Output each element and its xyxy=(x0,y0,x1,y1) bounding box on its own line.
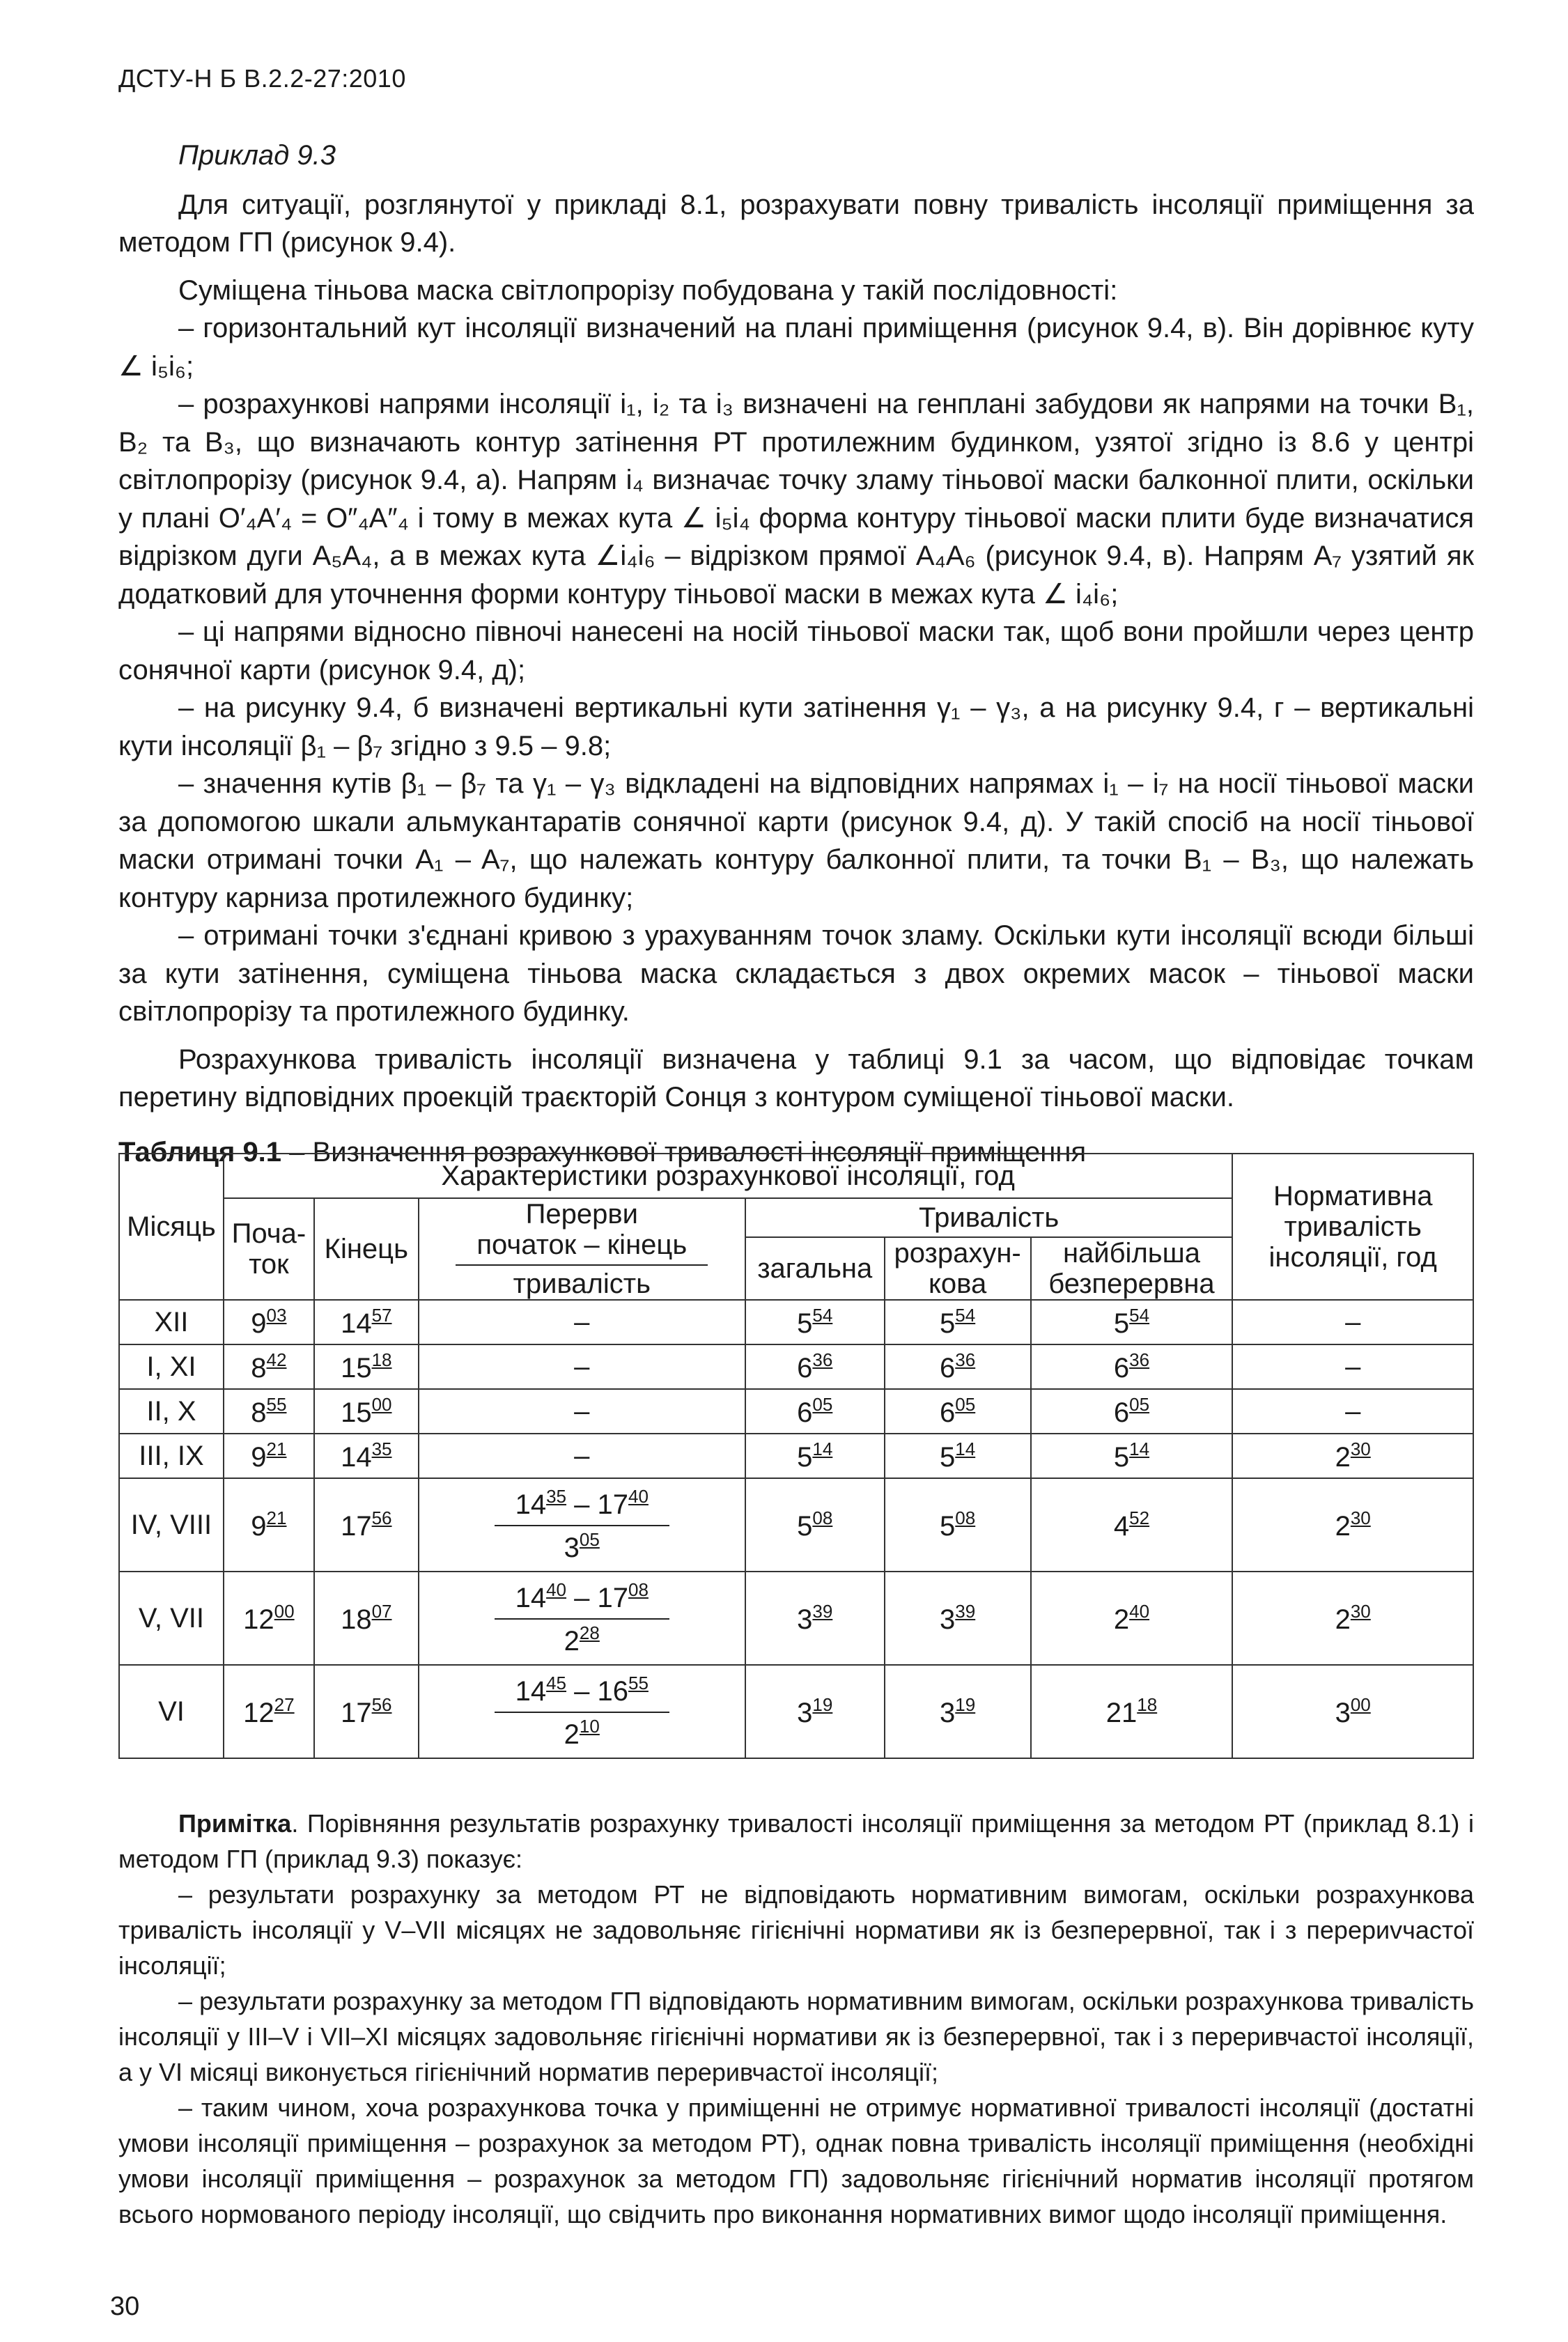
break-start-hours: 14 xyxy=(515,1583,547,1613)
cell-total-hours: 5 xyxy=(797,1308,813,1339)
notes-section xyxy=(118,1806,1474,2232)
cell-end-hours: 14 xyxy=(341,1308,372,1339)
cell-start-hours: 8 xyxy=(251,1397,267,1428)
paragraph-6: – на рисунку 9.4, б визначені вертикальні кути затінення γ₁ – γ₃, а на рисунку 9.4, г – вертикальні кути інсоляції β₁ – β₇ згідно з 9.5 – 9.8; xyxy=(118,692,1474,761)
cell-calc-hours: 5 xyxy=(940,1308,956,1339)
cell-norm: – xyxy=(1232,1344,1473,1389)
cell-start xyxy=(224,1300,314,1344)
header-calc-l1: розрахун- xyxy=(894,1238,1021,1269)
header-breaks-title: Перерви xyxy=(525,1199,638,1230)
cell-breaks: – xyxy=(419,1434,745,1478)
cell-longest-minutes: 05 xyxy=(1129,1394,1150,1415)
cell-longest-minutes: 40 xyxy=(1129,1601,1150,1622)
header-longest-l2: безперервна xyxy=(1048,1269,1215,1299)
header-breaks xyxy=(419,1198,745,1300)
cell-longest-hours: 6 xyxy=(1113,1353,1130,1383)
cell-start-minutes: 21 xyxy=(266,1507,287,1528)
cell-calc-minutes: 05 xyxy=(955,1394,976,1415)
cell-total-hours: 5 xyxy=(797,1511,813,1542)
cell-calc-minutes: 14 xyxy=(955,1438,976,1459)
cell-total xyxy=(745,1344,885,1389)
cell-calc xyxy=(885,1344,1031,1389)
cell-total xyxy=(745,1665,885,1758)
break-duration-hours: 3 xyxy=(564,1533,580,1563)
break-duration-minutes: 28 xyxy=(579,1622,600,1643)
cell-start xyxy=(224,1665,314,1758)
cell-calc-hours: 3 xyxy=(940,1698,956,1728)
cell-norm-minutes: 00 xyxy=(1350,1694,1371,1715)
break-dash: – xyxy=(566,1583,598,1613)
cell-month: IV, VIII xyxy=(119,1478,224,1572)
cell-norm xyxy=(1232,1478,1473,1572)
break-duration-hours: 2 xyxy=(564,1719,580,1750)
cell-end-hours: 18 xyxy=(341,1604,372,1635)
cell-total xyxy=(745,1572,885,1665)
note-3: – таким чином, хоча розрахункова точка у приміщенні не отримує нормативної тривалості інсоляції (достатні умови інсоляції приміщення – розрахунок за методом РТ), однак повна тривалість інсоляції приміщення (необхідні умови інсоляції приміщення – розрахунок за методом ГП) задовольняє гігієнічний норматив інсоляції протягом всього нормованого періоду інсоляції, що свідчить про виконання нормативних вимог щодо інсоляції приміщення. xyxy=(118,2093,1474,2228)
table-row xyxy=(119,1478,1473,1572)
cell-longest-hours: 2 xyxy=(1113,1604,1130,1635)
cell-end-hours: 15 xyxy=(341,1397,372,1428)
cell-start-hours: 12 xyxy=(243,1698,274,1728)
break-dash: – xyxy=(566,1489,598,1520)
header-norm-l2: тривалість xyxy=(1284,1211,1422,1242)
cell-longest xyxy=(1031,1300,1233,1344)
insolation-table xyxy=(118,1153,1474,1759)
header-characteristics: Характеристики розрахункової інсоляції, год xyxy=(224,1154,1232,1198)
note-intro-text: . Порівняння результатів розрахунку тривалості інсоляції приміщення за методом РТ (приклад 8.1) і методом ГП (приклад 9.3) показує: xyxy=(118,1809,1474,1873)
cell-start xyxy=(224,1572,314,1665)
cell-month: I, XI xyxy=(119,1344,224,1389)
cell-norm-minutes: 30 xyxy=(1350,1438,1371,1459)
cell-end xyxy=(314,1572,419,1665)
cell-norm-minutes: 30 xyxy=(1350,1507,1371,1528)
header-breaks-fraction xyxy=(456,1230,708,1299)
header-duration: Тривалість xyxy=(745,1198,1233,1237)
document-header: ДСТУ-Н Б В.2.2-27:2010 xyxy=(118,64,406,93)
break-end-hours: 17 xyxy=(597,1489,628,1520)
cell-end-hours: 14 xyxy=(341,1442,372,1473)
cell-total-minutes: 39 xyxy=(812,1601,833,1622)
cell-longest xyxy=(1031,1478,1233,1572)
cell-longest xyxy=(1031,1434,1233,1478)
cell-month: V, VII xyxy=(119,1572,224,1665)
breaks-fraction xyxy=(495,1486,669,1564)
break-end-hours: 16 xyxy=(597,1676,628,1707)
break-start-minutes: 35 xyxy=(546,1486,567,1507)
cell-norm: – xyxy=(1232,1389,1473,1434)
break-start-minutes: 45 xyxy=(546,1673,567,1693)
cell-end-minutes: 56 xyxy=(371,1694,392,1715)
break-start-hours: 14 xyxy=(515,1676,547,1707)
cell-start-minutes: 27 xyxy=(274,1694,295,1715)
cell-start-hours: 12 xyxy=(243,1604,274,1635)
cell-start-minutes: 21 xyxy=(266,1438,287,1459)
cell-calc xyxy=(885,1300,1031,1344)
breaks-interval xyxy=(495,1673,669,1713)
cell-norm-hours: 2 xyxy=(1335,1604,1351,1635)
note-label: Примітка xyxy=(178,1809,292,1838)
table-row xyxy=(119,1300,1473,1344)
header-norm-l1: Нормативна xyxy=(1273,1181,1433,1211)
note-2: – результати розрахунку за методом ГП відповідають нормативним вимогам, оскільки розрахункова тривалість інсоляції у III–V і VII–XI місяцях задовольняє гігієнічні нормативи як із безперервної, так і з переривчастої інсоляції, а у VI місяці виконується гігієнічний норматив переривчастої інсоляції; xyxy=(118,1987,1474,2086)
cell-longest-minutes: 36 xyxy=(1129,1349,1150,1370)
cell-norm xyxy=(1232,1572,1473,1665)
cell-start-hours: 9 xyxy=(251,1308,267,1339)
cell-longest-hours: 4 xyxy=(1113,1511,1130,1542)
page-number: 30 xyxy=(110,2292,140,2321)
cell-longest-hours: 5 xyxy=(1113,1442,1130,1473)
cell-end-minutes: 35 xyxy=(371,1438,392,1459)
cell-longest-hours: 21 xyxy=(1105,1698,1138,1728)
table-caption-label: Таблиця 9.1 xyxy=(118,1136,282,1168)
cell-total-minutes: 54 xyxy=(812,1305,833,1326)
cell-end xyxy=(314,1665,419,1758)
note-1: – результати розрахунку за методом РТ не відповідають нормативним вимогам, оскільки розрахункова тривалість інсоляції у V–VII місяцях не задовольняє гігієнічні нормативи як із безперервної, так і з перериvчастої інсоляції; xyxy=(118,1880,1474,1980)
cell-calc-hours: 5 xyxy=(940,1511,956,1542)
cell-calc-minutes: 08 xyxy=(955,1507,976,1528)
cell-total-minutes: 19 xyxy=(812,1694,833,1715)
cell-calc-minutes: 54 xyxy=(955,1305,976,1326)
cell-longest xyxy=(1031,1344,1233,1389)
header-start-l1: Поча- xyxy=(231,1218,306,1249)
cell-breaks xyxy=(419,1478,745,1572)
paragraph-1: Для ситуації, розглянутої у прикладі 8.1, розрахувати повну тривалість інсоляції приміщення за методом ГП (рисунок 9.4). xyxy=(118,189,1474,258)
cell-end-hours: 15 xyxy=(341,1353,372,1383)
cell-start xyxy=(224,1478,314,1572)
cell-month: XII xyxy=(119,1300,224,1344)
cell-end-hours: 17 xyxy=(341,1698,372,1728)
cell-calc-hours: 3 xyxy=(940,1604,956,1635)
cell-breaks xyxy=(419,1572,745,1665)
cell-start-minutes: 03 xyxy=(266,1305,287,1326)
cell-calc-hours: 6 xyxy=(940,1397,956,1428)
break-dash: – xyxy=(566,1676,598,1707)
table-row xyxy=(119,1389,1473,1434)
table-row xyxy=(119,1434,1473,1478)
cell-start-hours: 9 xyxy=(251,1511,267,1542)
cell-start-hours: 8 xyxy=(251,1353,267,1383)
cell-total xyxy=(745,1434,885,1478)
cell-longest-minutes: 18 xyxy=(1137,1694,1158,1715)
cell-total-hours: 6 xyxy=(797,1397,813,1428)
break-end-minutes: 40 xyxy=(628,1486,649,1507)
cell-norm xyxy=(1232,1665,1473,1758)
break-start-hours: 14 xyxy=(515,1489,547,1520)
header-breaks-num: початок – кінець xyxy=(456,1230,708,1266)
cell-start-hours: 9 xyxy=(251,1442,267,1473)
cell-breaks xyxy=(419,1665,745,1758)
break-duration-minutes: 10 xyxy=(579,1716,600,1737)
paragraph-3: – горизонтальний кут інсоляції визначений на плані приміщення (рисунок 9.4, в). Він дорівнює куту ∠ i₅i₆; xyxy=(118,313,1474,382)
cell-norm-hours: 3 xyxy=(1335,1698,1351,1728)
main-text xyxy=(118,137,1474,1171)
header-end: Кінець xyxy=(314,1198,419,1300)
cell-start xyxy=(224,1389,314,1434)
cell-calc-minutes: 39 xyxy=(955,1601,976,1622)
cell-start xyxy=(224,1434,314,1478)
table-body xyxy=(119,1300,1473,1758)
breaks-duration xyxy=(495,1526,669,1564)
table-row xyxy=(119,1572,1473,1665)
cell-total xyxy=(745,1478,885,1572)
cell-calc-hours: 6 xyxy=(940,1353,956,1383)
cell-end xyxy=(314,1344,419,1389)
break-end-hours: 17 xyxy=(597,1583,628,1613)
paragraph-2: Суміщена тіньова маска світлопрорізу побудована у такій послідовності: xyxy=(178,274,1118,306)
breaks-interval xyxy=(495,1579,669,1620)
paragraph-5: – ці напрями відносно півночі нанесені на носій тіньової маски так, щоб вони пройшли через центр сонячної карти (рисунок 9.4, д); xyxy=(118,616,1474,685)
cell-calc-hours: 5 xyxy=(940,1442,956,1473)
cell-longest-hours: 6 xyxy=(1113,1397,1130,1428)
cell-calc-minutes: 19 xyxy=(955,1694,976,1715)
cell-month: VI xyxy=(119,1665,224,1758)
breaks-duration xyxy=(495,1713,669,1751)
header-breaks-den: тривалість xyxy=(513,1269,651,1299)
cell-end-minutes: 00 xyxy=(371,1394,392,1415)
header-calc xyxy=(885,1237,1031,1300)
cell-end xyxy=(314,1478,419,1572)
break-end-minutes: 08 xyxy=(628,1579,649,1600)
cell-total-hours: 6 xyxy=(797,1353,813,1383)
table-caption-text: – Визначення розрахункової тривалості інсоляції приміщення xyxy=(281,1136,1087,1168)
cell-norm-minutes: 30 xyxy=(1350,1601,1371,1622)
cell-calc xyxy=(885,1665,1031,1758)
breaks-fraction xyxy=(495,1673,669,1751)
cell-calc xyxy=(885,1434,1031,1478)
cell-calc xyxy=(885,1478,1031,1572)
cell-total-hours: 3 xyxy=(797,1604,813,1635)
cell-breaks: – xyxy=(419,1344,745,1389)
cell-longest-minutes: 14 xyxy=(1129,1438,1150,1459)
breaks-duration xyxy=(495,1620,669,1657)
cell-longest-minutes: 52 xyxy=(1129,1507,1150,1528)
cell-breaks: – xyxy=(419,1300,745,1344)
cell-calc xyxy=(885,1572,1031,1665)
cell-end xyxy=(314,1300,419,1344)
cell-end-minutes: 07 xyxy=(371,1601,392,1622)
cell-total-hours: 3 xyxy=(797,1698,813,1728)
header-longest-l1: найбільша xyxy=(1062,1238,1200,1269)
cell-total-minutes: 05 xyxy=(812,1394,833,1415)
cell-calc-minutes: 36 xyxy=(955,1349,976,1370)
break-start-minutes: 40 xyxy=(546,1579,567,1600)
cell-calc xyxy=(885,1389,1031,1434)
example-title: Приклад 9.3 xyxy=(178,140,336,171)
break-duration-hours: 2 xyxy=(564,1626,580,1657)
cell-norm: – xyxy=(1232,1300,1473,1344)
cell-end xyxy=(314,1434,419,1478)
break-duration-minutes: 05 xyxy=(579,1529,600,1550)
cell-total-minutes: 36 xyxy=(812,1349,833,1370)
paragraph-7: – значення кутів β₁ – β₇ та γ₁ – γ₃ відкладені на відповідних напрямах i₁ – i₇ на носії тіньової маски за допомогою шкали альмукантаратів сонячної карти (рисунок 9.4, д). У такій спосіб на носії тіньової маски отримані точки A₁ – A₇, що належать контуру балконної плити, та точки B₁ – B₃, що належать контуру карниза протилежного будинку; xyxy=(118,768,1474,913)
cell-total-minutes: 14 xyxy=(812,1438,833,1459)
cell-start-minutes: 42 xyxy=(266,1349,287,1370)
cell-longest-hours: 5 xyxy=(1113,1308,1130,1339)
cell-start xyxy=(224,1344,314,1389)
cell-longest xyxy=(1031,1665,1233,1758)
cell-month: II, X xyxy=(119,1389,224,1434)
header-calc-l2: кова xyxy=(928,1269,987,1299)
cell-breaks: – xyxy=(419,1389,745,1434)
cell-norm-hours: 2 xyxy=(1335,1442,1351,1473)
cell-longest xyxy=(1031,1389,1233,1434)
paragraph-4: – розрахункові напрями інсоляції i₁, i₂ та i₃ визначені на генплані забудови як напрями на точки B₁, B₂ та B₃, що визначають контур затінення РТ протилежним будинком, узятої згідно із 8.6 у центрі світлопрорізу (рисунок 9.4, а). Напрям i₄ визначає точку зламу тіньової маски балконної плити, оскільки у плані O′₄A′₄ = O″₄A″₄ і тому в межах кута ∠ i₅i₄ форма контуру тіньової маски плити буде визначатися відрізком дуги A₅A₄, а в межах кута ∠i₄i₆ – відрізком прямої A₄A₆ (рисунок 9.4, в). Напрям A₇ узятий як додатковий для уточнення форми контуру тіньової маски в межах кута ∠ i₄i₆; xyxy=(118,389,1474,610)
cell-end-minutes: 18 xyxy=(371,1349,392,1370)
cell-norm xyxy=(1232,1434,1473,1478)
breaks-interval xyxy=(495,1486,669,1526)
cell-total xyxy=(745,1300,885,1344)
cell-start-minutes: 55 xyxy=(266,1394,287,1415)
header-norm xyxy=(1232,1154,1473,1300)
header-start xyxy=(224,1198,314,1300)
cell-norm-hours: 2 xyxy=(1335,1511,1351,1542)
paragraph-8: – отримані точки з'єднані кривою з урахуванням точок зламу. Оскільки кути інсоляції всюди більші за кути затінення, суміщена тіньова маска складається з двох окремих масок – тіньової маски світлопрорізу та протилежного будинку. xyxy=(118,920,1474,1027)
header-total: загальна xyxy=(745,1237,885,1300)
breaks-fraction xyxy=(495,1579,669,1657)
header-longest xyxy=(1031,1237,1233,1300)
break-end-minutes: 55 xyxy=(628,1673,649,1693)
cell-total xyxy=(745,1389,885,1434)
cell-end-hours: 17 xyxy=(341,1511,372,1542)
cell-total-hours: 5 xyxy=(797,1442,813,1473)
header-month: Місяць xyxy=(119,1154,224,1300)
cell-end-minutes: 56 xyxy=(371,1507,392,1528)
cell-month: III, IX xyxy=(119,1434,224,1478)
paragraph-9: Розрахункова тривалість інсоляції визначена у таблиці 9.1 за часом, що відповідає точкам перетину відповідних проекцій траєкторій Сонця з контуром суміщеної тіньової маски. xyxy=(118,1044,1474,1112)
note-intro xyxy=(118,1806,1474,1877)
cell-end-minutes: 57 xyxy=(371,1305,392,1326)
cell-longest xyxy=(1031,1572,1233,1665)
table-row xyxy=(119,1665,1473,1758)
header-start-l2: ток xyxy=(249,1249,289,1280)
cell-start-minutes: 00 xyxy=(274,1601,295,1622)
cell-longest-minutes: 54 xyxy=(1129,1305,1150,1326)
cell-end xyxy=(314,1389,419,1434)
table-row xyxy=(119,1344,1473,1389)
header-norm-l3: інсоляції, год xyxy=(1268,1242,1437,1273)
cell-total-minutes: 08 xyxy=(812,1507,833,1528)
